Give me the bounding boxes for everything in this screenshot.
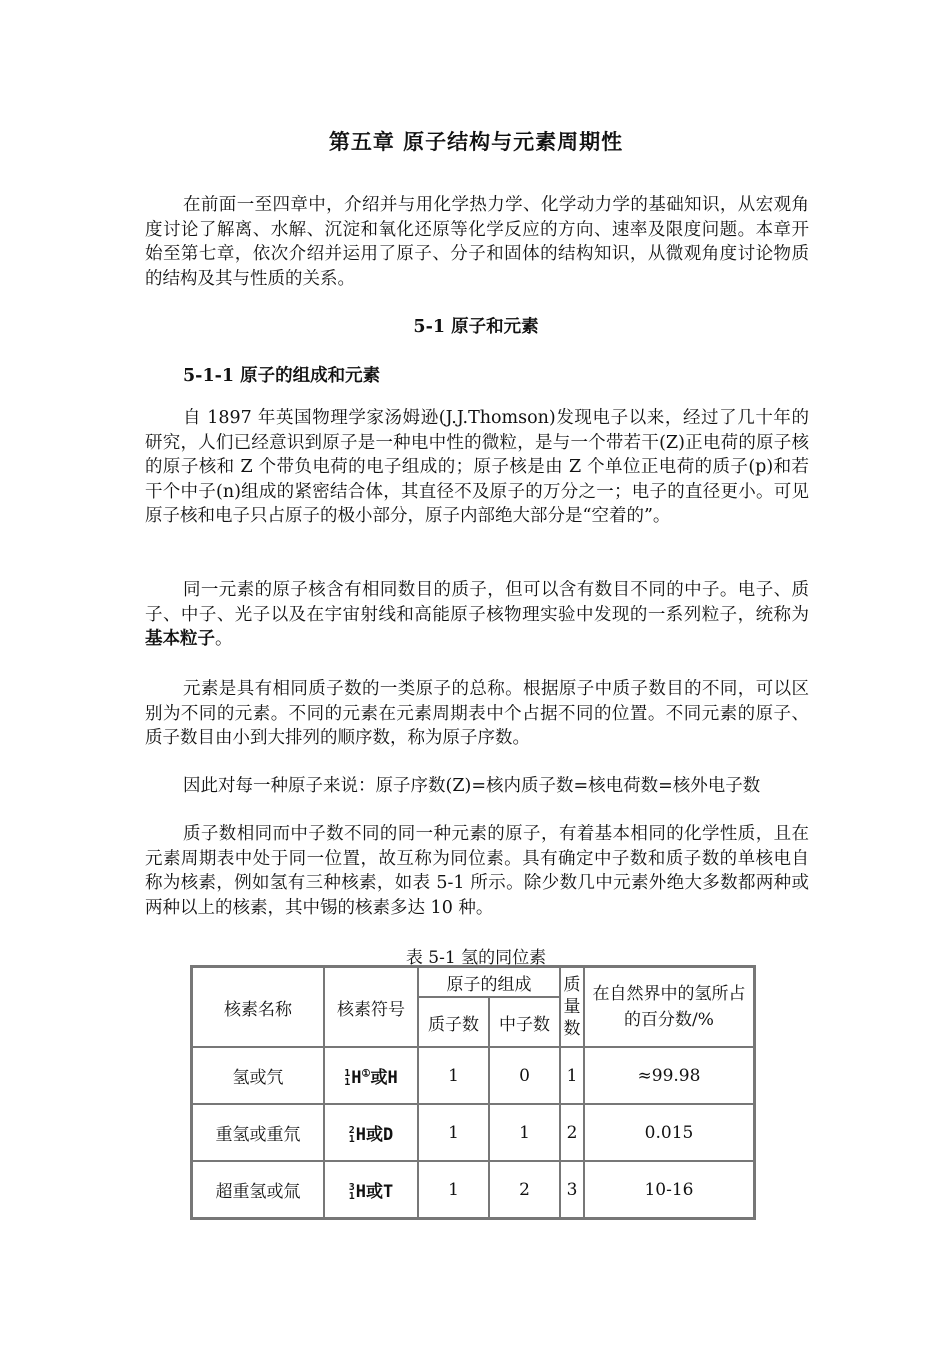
- atomic-number: 1: [348, 1191, 355, 1202]
- alt-symbol: D: [383, 1125, 394, 1145]
- cell-name: 超重氢或氚: [192, 1161, 324, 1218]
- header-protons: 质子数: [418, 997, 489, 1047]
- cell-mass: 3: [560, 1161, 584, 1218]
- table-row: [192, 1161, 754, 1218]
- atomic-number: 1: [348, 1134, 355, 1145]
- header-neutrons: 中子数: [489, 997, 560, 1047]
- nuclide-symbol: [349, 1125, 394, 1145]
- subsection-heading: 5-1-1 原子的组成和元素: [183, 366, 381, 386]
- alt-symbol: H: [387, 1068, 398, 1088]
- paragraph-text: 同一元素的原子核含有相同数目的质子，但可以含有数目不同的中子。电子、质子、中子、光子以及在宇宙射线和高能原子核物理实验中发现的一系列粒子，统称为: [145, 580, 809, 625]
- table-row: [192, 1047, 754, 1104]
- element-symbol: H: [355, 1182, 367, 1202]
- header-mass-text: 质量数: [563, 975, 581, 1039]
- cell-neutrons: 2: [489, 1161, 560, 1218]
- header-abundance-text: 在自然界中的氢所占的百分数/%: [592, 984, 746, 1030]
- nuclide-numbers: [344, 1069, 350, 1087]
- paragraph-text-end: 。: [215, 629, 233, 650]
- cell-abundance: 10-16: [584, 1161, 754, 1218]
- cell-abundance: 0.015: [584, 1104, 754, 1161]
- header-symbol: 核素符号: [324, 967, 418, 1047]
- nuclide-numbers: [349, 1183, 355, 1201]
- cell-name: 重氢或重氘: [192, 1104, 324, 1161]
- alt-symbol: T: [383, 1182, 394, 1202]
- isotope-table: [190, 965, 756, 1220]
- paragraph-element-definition: 元素是具有相同质子数的一类原子的总称。根据原子中质子数目的不同，可以区别为不同的元素。不同的元素在元素周期表中个占据不同的位置。不同元素的原子、质子数目由小到大排列的顺序数，称为原子序数。: [145, 679, 809, 749]
- mass-number: 2: [348, 1125, 355, 1136]
- element-symbol: H: [351, 1068, 362, 1088]
- nuclide-numbers: [349, 1126, 355, 1144]
- paragraph-atomic-number: 因此对每一种原子来说：原子序数(Z)=核内质子数=核电荷数=核外电子数: [183, 776, 761, 796]
- cell-neutrons: 0: [489, 1047, 560, 1104]
- bold-term: 基本粒子: [145, 629, 215, 650]
- paragraph-atom-composition: 自 1897 年英国物理学家汤姆逊(J.J.Thomson)发现电子以来，经过了几十年的研究，人们已经意识到原子是一种电中性的微粒，是与一个带若干(Z)正电荷的原子核的原子核和 Z 个带负电荷的电子组成的；原子核是由 Z 个单位正电荷的质子(p)和若干个中子(n)组成的紧密结合体，其直径不及原子的万分之一；电子的直径更小。可见原子核和电子只占原子的极小部分，原子内部绝大部分是“空着的”。: [145, 408, 809, 527]
- nuclide-symbol: [344, 1068, 398, 1088]
- or-word: 或: [366, 1182, 384, 1202]
- nuclide-symbol: [349, 1182, 394, 1202]
- footnote-mark: ①: [361, 1068, 371, 1080]
- cell-symbol: [324, 1047, 418, 1104]
- cell-symbol: [324, 1104, 418, 1161]
- paragraph-isotopes: 质子数相同而中子数不同的同一种元素的原子，有着基本相同的化学性质，且在元素周期表中处于同一位置，故互称为同位素。具有确定中子数和质子数的单核电自称为核素，例如氢有三种核素，如表 5-1 所示。除少数几中元素外绝大多数都两种或两种以上的核素，其中锡的核素多达 10 种。: [145, 824, 809, 918]
- cell-mass: 1: [560, 1047, 584, 1104]
- header-name: 核素名称: [192, 967, 324, 1047]
- intro-paragraph: 在前面一至四章中，介绍并与用化学热力学、化学动力学的基础知识，从宏观角度讨论了解离、水解、沉淀和氧化还原等化学反应的方向、速率及限度问题。本章开始至第七章，依次介绍并运用了原子、分子和固体的结构知识，从微观角度讨论物质的结构及其与性质的关系。: [145, 195, 809, 289]
- table-row: [192, 1104, 754, 1161]
- element-symbol: H: [355, 1125, 367, 1145]
- cell-abundance: ≈99.98: [584, 1047, 754, 1104]
- cell-protons: 1: [418, 1104, 489, 1161]
- header-mass: [560, 967, 584, 1047]
- cell-mass: 2: [560, 1104, 584, 1161]
- mass-number: 1: [344, 1068, 351, 1079]
- or-word: 或: [366, 1125, 384, 1145]
- cell-neutrons: 1: [489, 1104, 560, 1161]
- atomic-number: 1: [344, 1077, 351, 1088]
- cell-symbol: [324, 1161, 418, 1218]
- header-composition: 原子的组成: [418, 967, 560, 997]
- section-heading: 5-1 原子和元素: [413, 317, 539, 337]
- cell-name: 氢或氕: [192, 1047, 324, 1104]
- chapter-title: 第五章 原子结构与元素周期性: [328, 129, 624, 154]
- or-word: 或: [370, 1068, 388, 1088]
- header-abundance: [584, 967, 754, 1047]
- table-caption: 表 5-1 氢的同位素: [405, 948, 547, 968]
- cell-protons: 1: [418, 1161, 489, 1218]
- mass-number: 3: [348, 1182, 355, 1193]
- paragraph-elementary-particles: [145, 578, 809, 652]
- cell-protons: 1: [418, 1047, 489, 1104]
